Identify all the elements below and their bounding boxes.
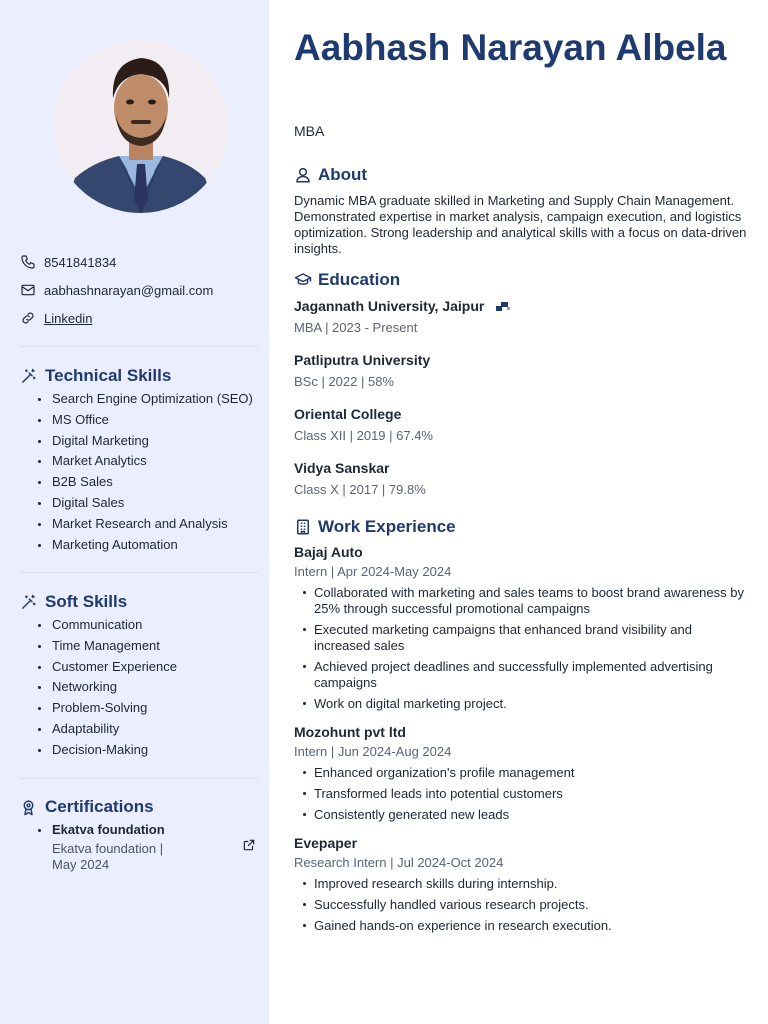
job-item (294, 723, 750, 823)
experience-section (294, 516, 750, 939)
soft-skills-section (20, 591, 260, 761)
mail-icon (20, 282, 36, 298)
list-item: Market Analytics (20, 451, 260, 472)
job-role: Research Intern | Jul 2024-Oct 2024 (294, 855, 504, 870)
job-item (294, 543, 750, 712)
sidebar (0, 0, 269, 1024)
job-company: Evepaper (294, 835, 358, 851)
main-content (269, 0, 768, 1024)
graduation-cap-icon (294, 271, 312, 289)
magic-wand-icon (20, 594, 37, 611)
list-item: B2B Sales (20, 472, 260, 493)
magic-wand-icon (20, 368, 37, 385)
education-item (294, 404, 750, 458)
building-icon (294, 518, 312, 536)
job-points (294, 765, 750, 823)
list-item: Achieved project deadlines and successfully implemented advertising campaigns (294, 659, 750, 691)
list-item: Executed marketing campaigns that enhanced brand visibility and increased sales (294, 622, 750, 654)
university-logo-icon (496, 301, 510, 311)
certifications-heading: Certifications (20, 796, 260, 818)
soft-skills-list (20, 615, 260, 761)
candidate-name: Aabhash Narayan Albela (294, 27, 727, 68)
profile-photo-illustration (53, 40, 228, 213)
phone-row (20, 248, 258, 276)
education-item (294, 296, 750, 350)
external-link-icon[interactable] (242, 838, 256, 852)
sidebar-divider (20, 778, 258, 779)
list-item: Search Engine Optimization (SEO) (20, 389, 260, 410)
list-item: Consistently generated new leads (294, 807, 750, 823)
profile-photo (53, 40, 228, 213)
candidate-degree: MBA (294, 123, 325, 139)
sidebar-divider (20, 572, 258, 573)
education-section (294, 269, 750, 512)
technical-skills-list (20, 389, 260, 555)
list-item: Marketing Automation (20, 535, 260, 556)
list-item: Decision-Making (20, 740, 260, 761)
list-item: Market Research and Analysis (20, 514, 260, 535)
job-role: Intern | Apr 2024-May 2024 (294, 564, 452, 579)
list-item: Networking (20, 677, 260, 698)
certification-name: Ekatva foundation (20, 820, 260, 841)
list-item: Digital Sales (20, 493, 260, 514)
education-school: Patliputra University (294, 352, 431, 368)
certifications-list (20, 820, 260, 841)
phone-number: 8541841834 (44, 254, 117, 270)
education-heading: Education (294, 269, 750, 291)
list-item: Collaborated with marketing and sales teams to boost brand awareness by 25% through successful promotional campaigns (294, 585, 750, 617)
contact-info (20, 248, 258, 332)
list-item: Customer Experience (20, 657, 260, 678)
soft-skills-heading: Soft Skills (20, 591, 260, 613)
list-item: Gained hands-on experience in research execution. (294, 918, 750, 934)
experience-heading: Work Experience (294, 516, 750, 538)
list-item: MS Office (20, 410, 260, 431)
certifications-section (20, 796, 260, 873)
job-points (294, 585, 750, 712)
education-list (294, 296, 750, 512)
about-text: Dynamic MBA graduate skilled in Marketing and Supply Chain Management. Demonstrated expertise in market analysis, campaign execution, and logistics optimization. Strong leadership and analytical skills with a focus on data-driven insights. (294, 193, 747, 256)
technical-skills-section (20, 365, 260, 555)
link-icon (20, 310, 36, 326)
education-school: Vidya Sanskar (294, 460, 390, 476)
email-row (20, 276, 258, 304)
email-address[interactable]: aabhashnarayan@gmail.com (44, 282, 214, 298)
education-item (294, 350, 750, 404)
linkedin-row (20, 304, 258, 332)
list-item: Work on digital marketing project. (294, 696, 750, 712)
job-item (294, 834, 750, 934)
list-item: Communication (20, 615, 260, 636)
list-item: Adaptability (20, 719, 260, 740)
education-detail: MBA | 2023 - Present (294, 320, 418, 335)
education-school: Jagannath University, Jaipur (294, 296, 750, 316)
phone-icon (20, 254, 36, 270)
user-icon (294, 166, 312, 184)
about-heading: About (294, 164, 750, 186)
sidebar-divider (20, 346, 258, 347)
list-item: Problem-Solving (20, 698, 260, 719)
list-item: Transformed leads into potential customers (294, 786, 750, 802)
list-item: Enhanced organization's profile management (294, 765, 750, 781)
list-item: Successfully handled various research projects. (294, 897, 750, 913)
certification-detail: Ekatva foundation | May 2024 (52, 840, 164, 872)
list-item: Digital Marketing (20, 431, 260, 452)
job-role: Intern | Jun 2024-Aug 2024 (294, 744, 452, 759)
about-section (294, 164, 750, 257)
job-company: Bajaj Auto (294, 544, 363, 560)
education-item (294, 458, 750, 512)
technical-skills-heading: Technical Skills (20, 365, 260, 387)
job-points (294, 876, 750, 934)
award-icon (20, 799, 37, 816)
education-school: Oriental College (294, 406, 402, 422)
list-item: Improved research skills during internship. (294, 876, 750, 892)
list-item: Time Management (20, 636, 260, 657)
job-company: Mozohunt pvt ltd (294, 724, 406, 740)
linkedin-link[interactable]: Linkedin (44, 310, 93, 326)
education-detail: Class XII | 2019 | 67.4% (294, 428, 433, 443)
education-detail: BSc | 2022 | 58% (294, 374, 394, 389)
education-detail: Class X | 2017 | 79.8% (294, 482, 426, 497)
